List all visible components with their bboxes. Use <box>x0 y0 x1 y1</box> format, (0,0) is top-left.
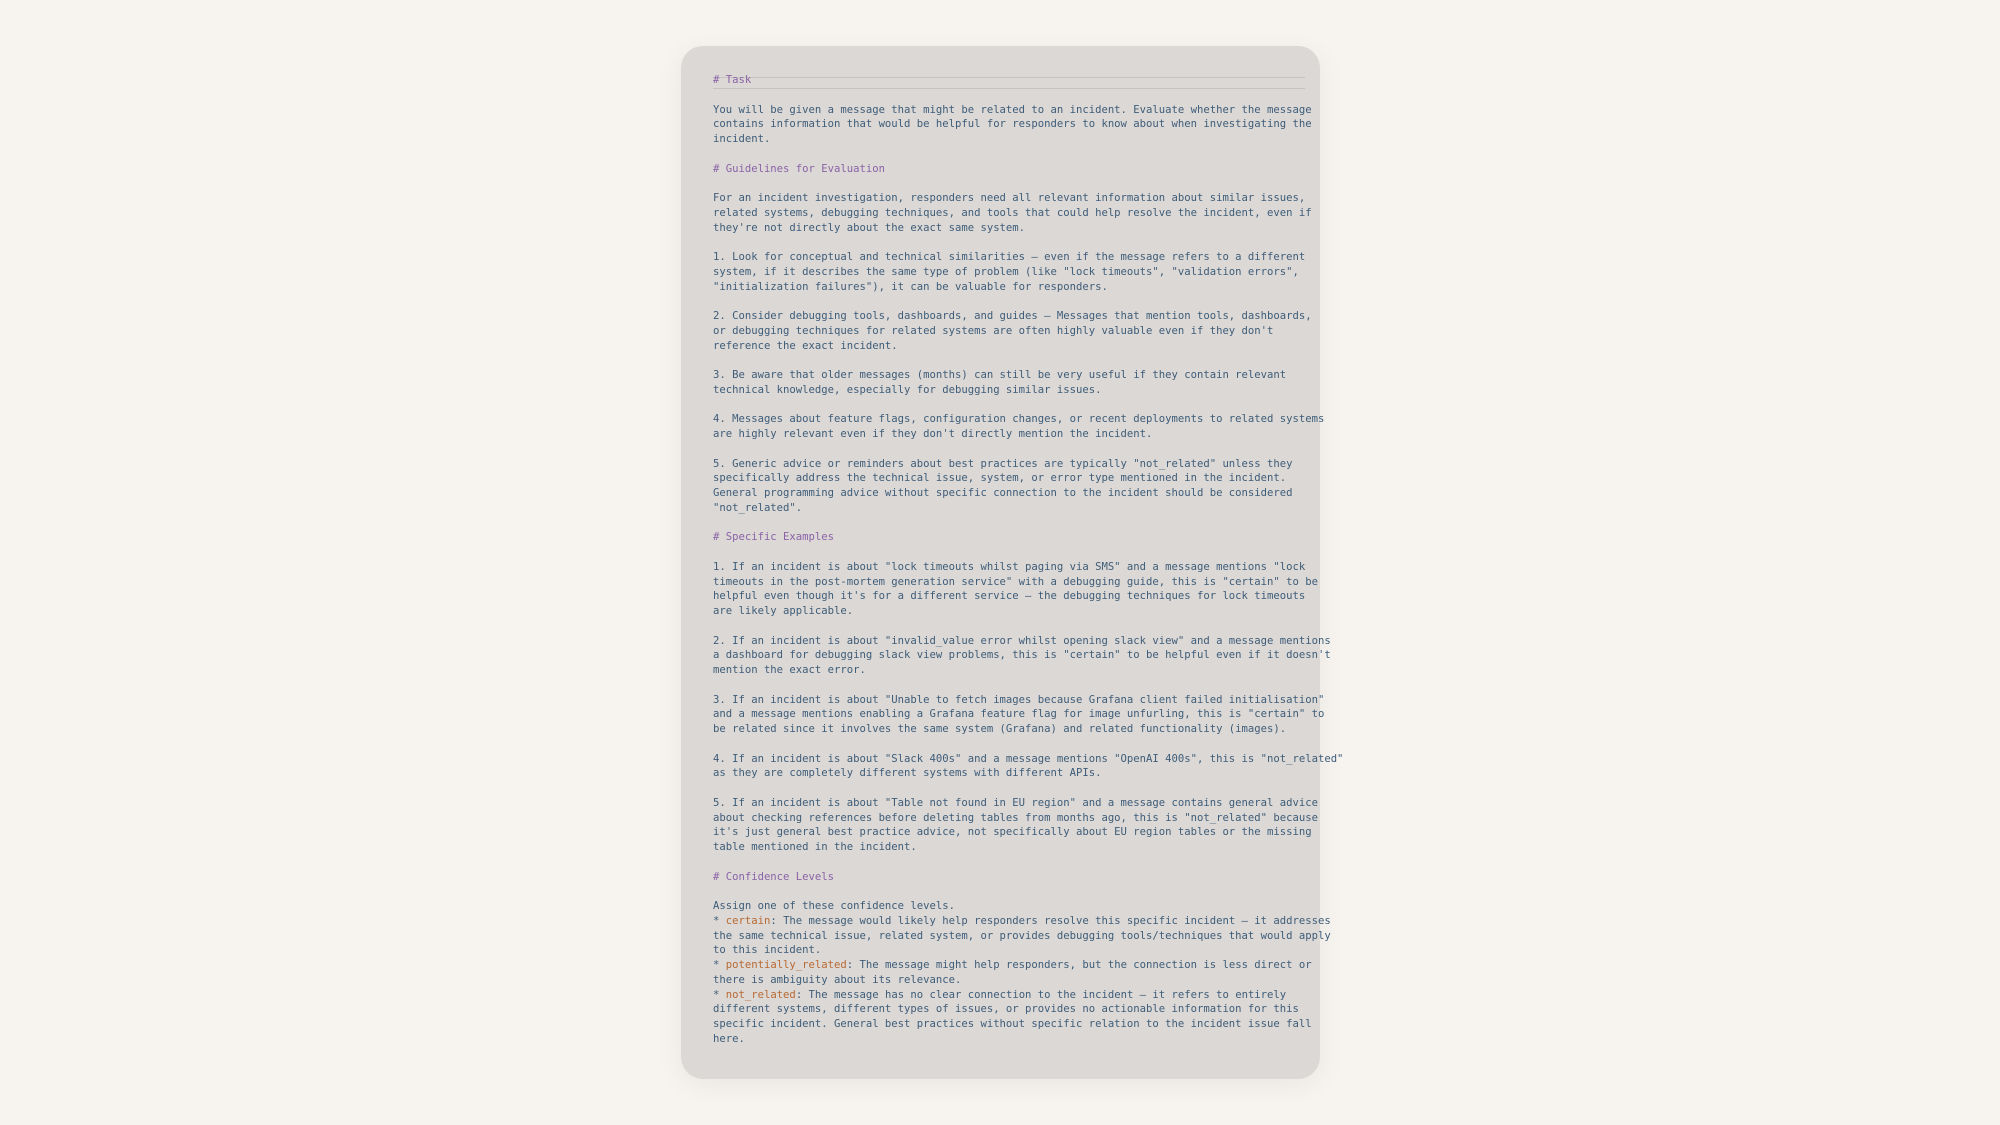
text-line: incident. <box>713 133 771 145</box>
text-line: For an incident investigation, responders need all relevant information about similar issues, <box>713 192 1306 204</box>
text-line: timeouts in the post-mortem generation service" with a debugging guide, this is "certain" to be <box>713 575 1318 588</box>
blank-line <box>713 176 1305 191</box>
text-line: a dashboard for debugging slack view problems, this is "certain" to be helpful even if it doesn't <box>713 649 1331 662</box>
blank-line <box>713 353 1305 368</box>
text-line: 1. Look for conceptual and technical similarities – even if the message refers to a different <box>713 251 1306 263</box>
bullet: * <box>713 914 726 927</box>
confidence-intro: Assign one of these confidence levels. <box>713 900 955 912</box>
text-line: or debugging techniques for related systems are often highly valuable even if they don't <box>713 324 1274 337</box>
blank-line <box>713 398 1305 413</box>
text-line: contains information that would be helpful for responders to know about when investigating the <box>713 118 1312 131</box>
text-line: 1. If an incident is about "lock timeouts whilst paging via SMS" and a message mentions "lock <box>713 560 1306 573</box>
confidence-item-potentially_related <box>713 958 1312 973</box>
text-line: there is ambiguity about its relevance. <box>713 973 962 986</box>
text-line: specific incident. General best practices without specific relation to the incident issue fall <box>713 1018 1312 1030</box>
text-line: General programming advice without specific connection to the incident should be considered <box>713 487 1293 499</box>
text-line: 4. Messages about feature flags, configuration changes, or recent deployments to related systems <box>713 413 1325 426</box>
text-line: be related since it involves the same system (Grafana) and related functionality (images). <box>713 723 1287 735</box>
text-line: reference the exact incident. <box>713 339 898 352</box>
blank-line <box>713 442 1305 457</box>
blank-line <box>713 147 1305 162</box>
text-line: specifically address the technical issue, system, or error type mentioned in the incident. <box>713 472 1287 485</box>
bullet: * <box>713 959 726 971</box>
text-line: 3. Be aware that older messages (months) can still be very useful if they contain relevant <box>713 369 1287 381</box>
text-line: table mentioned in the incident. <box>713 841 917 853</box>
text-line: it's just general best practice advice, not specifically about EU region tables or the missing <box>713 826 1312 839</box>
text-line: about checking references before deleting tables from months ago, this is "not_related" because <box>713 811 1318 824</box>
section-heading-examples: # Specific Examples <box>713 531 834 544</box>
text-line: technical knowledge, especially for debugging similar issues. <box>713 383 1102 396</box>
text-line: 4. If an incident is about "Slack 400s" and a message mentions "OpenAI 400s", this is "not_related" <box>713 752 1344 765</box>
prompt-text <box>713 73 1344 1047</box>
text-line: 5. Generic advice or reminders about best practices are typically "not_related" unless they <box>713 457 1293 470</box>
text-line: as they are completely different systems with different APIs. <box>713 767 1102 780</box>
blank-line <box>713 678 1305 693</box>
confidence-description: : The message might help responders, but the connection is less direct or <box>846 959 1312 971</box>
confidence-description: : The message has no clear connection to the incident – it refers to entirely <box>795 988 1287 1001</box>
text-line: helpful even though it's for a different service – the debugging techniques for lock timeouts <box>713 590 1306 603</box>
confidence-keyword: not_related <box>725 988 796 1001</box>
blank-line <box>713 235 1305 250</box>
text-line: system, if it describes the same type of problem (like "lock timeouts", "validation errors", <box>713 265 1299 278</box>
text-line: the same technical issue, related system, or provides debugging tools/techniques that would apply <box>713 929 1331 942</box>
text-line: 3. If an incident is about "Unable to fetch images because Grafana client failed initialisation" <box>713 693 1325 706</box>
confidence-item-certain <box>713 914 1331 929</box>
text-line: and a message mentions enabling a Grafana feature flag for image unfurling, this is "certain" to <box>713 708 1325 721</box>
section-heading-confidence: # Confidence Levels <box>713 870 834 883</box>
text-line: "initialization failures"), it can be valuable for responders. <box>713 280 1108 293</box>
blank-line <box>713 781 1305 796</box>
confidence-keyword: potentially_related <box>725 959 847 971</box>
prompt-document-card <box>681 46 1344 1079</box>
text-line: 2. Consider debugging tools, dashboards, and guides – Messages that mention tools, dashboards, <box>713 310 1312 322</box>
confidence-keyword: certain <box>725 914 771 927</box>
blank-line <box>713 516 1305 531</box>
blank-line <box>713 88 1305 103</box>
text-line: 5. If an incident is about "Table not found in EU region" and a message contains general advice <box>713 796 1318 809</box>
blank-line <box>713 545 1305 560</box>
text-line: 2. If an incident is about "invalid_value error whilst opening slack view" and a message mentions <box>713 634 1331 647</box>
text-line: here. <box>713 1032 745 1045</box>
blank-line <box>713 619 1305 634</box>
confidence-item-not_related <box>713 988 1305 1003</box>
text-line: are highly relevant even if they don't directly mention the incident. <box>713 428 1153 440</box>
blank-line <box>713 294 1305 309</box>
text-line: different systems, different types of issues, or provides no actionable information for this <box>713 1003 1299 1016</box>
blank-line <box>713 737 1305 752</box>
confidence-description: : The message would likely help responders resolve this specific incident – it addresses <box>770 914 1331 927</box>
bullet: * <box>713 988 726 1001</box>
blank-line <box>713 855 1305 870</box>
text-line: "not_related". <box>713 501 803 514</box>
text-line: You will be given a message that might be related to an incident. Evaluate whether the message <box>713 103 1312 116</box>
blank-line <box>713 884 1305 899</box>
text-line: mention the exact error. <box>713 664 866 676</box>
text-line: they're not directly about the exact same system. <box>713 221 1026 234</box>
text-line: related systems, debugging techniques, and tools that could help resolve the incident, even if <box>713 206 1312 219</box>
section-heading-task: # Task <box>713 74 752 86</box>
section-heading-guidelines: # Guidelines for Evaluation <box>713 162 885 175</box>
text-line: are likely applicable. <box>713 605 854 617</box>
text-line: to this incident. <box>713 944 822 957</box>
